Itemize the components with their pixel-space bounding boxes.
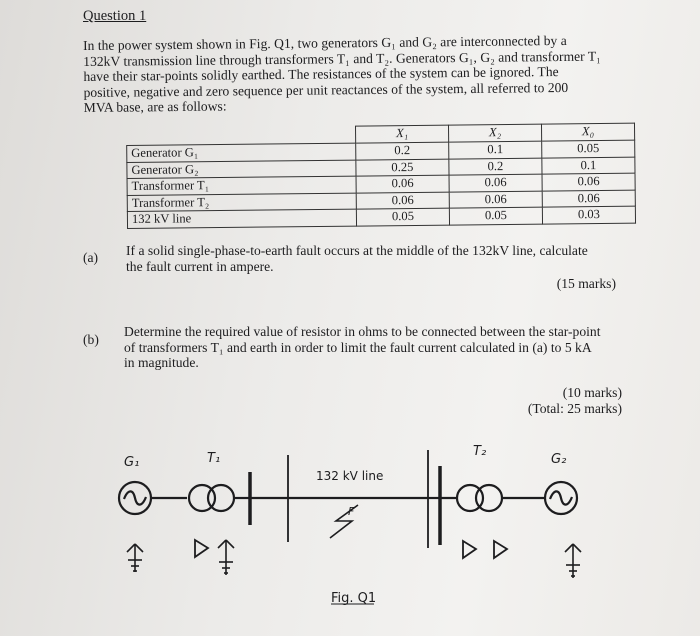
t2-delta-symbol — [463, 541, 476, 558]
cell-x1: 0.06 — [356, 192, 449, 209]
generator-g1-symbol — [119, 482, 151, 514]
part-a-line: If a solid single-phase-to-earth fault occurs at the middle of the 132kV line, calculate — [126, 243, 588, 258]
cell-x2: 0.05 — [449, 207, 542, 224]
row-name: 132 kV line — [127, 209, 356, 228]
part-b-label: (b) — [83, 332, 99, 347]
col-header-x0: X₀ — [541, 123, 634, 141]
part-b-line: Determine the required value of resistor in ohms to be connected between the star-point — [124, 324, 601, 339]
cell-x1: 0.2 — [356, 142, 449, 159]
part-b-marks: (10 marks) — [562, 385, 622, 400]
col-header-x2: X₂ — [448, 124, 541, 142]
intro-line: MVA base, are as follows: — [83, 98, 227, 116]
intro-line: have their star-points solidly earthed. The resistances of the system can be ignored. The — [83, 64, 559, 85]
part-b-line: in magnitude. — [124, 355, 199, 371]
total-marks: (Total: 25 marks) — [527, 401, 622, 416]
t1-label: T₁ — [207, 451, 221, 466]
cell-x0: 0.06 — [542, 173, 635, 190]
line-label: 132 kV line — [316, 469, 384, 483]
transformer-t2-symbol — [457, 485, 502, 511]
intro-line: In the power system shown in Fig. Q1, two generators G₁ and G₂ are interconnected by a — [83, 32, 567, 53]
cell-x0: 0.06 — [542, 190, 635, 207]
t1-star-earth-symbol — [218, 540, 234, 575]
col-header-x1: X₁ — [355, 125, 448, 143]
intro-line: positive, negative and zero sequence per unit reactances of the system, all referred to 200 — [83, 79, 569, 100]
part-a-label: (a) — [83, 250, 99, 265]
part-a-line: the fault current in ampere. — [126, 258, 274, 274]
cell-x2: 0.06 — [449, 191, 542, 208]
question-heading: Question 1 — [83, 8, 147, 24]
row-name: Generator G₁ — [127, 143, 356, 162]
fault-label: F — [348, 505, 355, 518]
cell-x0: 0.03 — [542, 206, 635, 223]
cell-x0: 0.05 — [542, 140, 635, 157]
cell-x2: 0.1 — [449, 141, 542, 158]
row-name: Generator G₂ — [127, 160, 356, 179]
g2-label: G₂ — [551, 452, 567, 467]
g2-star-earth-symbol — [565, 544, 581, 578]
intro-line: 132kV transmission line through transformers T₁ and T₂. Generators G₁, G₂ and transformer T₁ — [83, 48, 601, 69]
t2-delta-symbol — [494, 541, 507, 558]
g1-star-earth-symbol — [127, 544, 143, 572]
cell-x1: 0.05 — [356, 208, 449, 225]
transformer-t1-symbol — [189, 485, 234, 511]
g1-label: G₁ — [124, 455, 140, 470]
figure-caption: Fig. Q1 — [331, 591, 377, 606]
row-name: Transformer T₂ — [127, 193, 356, 212]
part-a-marks: (15 marks) — [556, 276, 616, 291]
cell-x2: 0.2 — [449, 158, 542, 175]
cell-x1: 0.06 — [356, 175, 449, 192]
cell-x1: 0.25 — [356, 159, 449, 176]
cell-x2: 0.06 — [449, 174, 542, 191]
row-name: Transformer T₁ — [127, 176, 356, 195]
generator-g2-symbol — [545, 482, 577, 514]
part-b-line: of transformers T₁ and earth in order to limit the fault current calculated in (a) to 5 kA — [124, 339, 592, 355]
t2-label: T₂ — [473, 444, 487, 459]
t1-delta-symbol — [195, 540, 208, 557]
cell-x0: 0.1 — [542, 157, 635, 174]
